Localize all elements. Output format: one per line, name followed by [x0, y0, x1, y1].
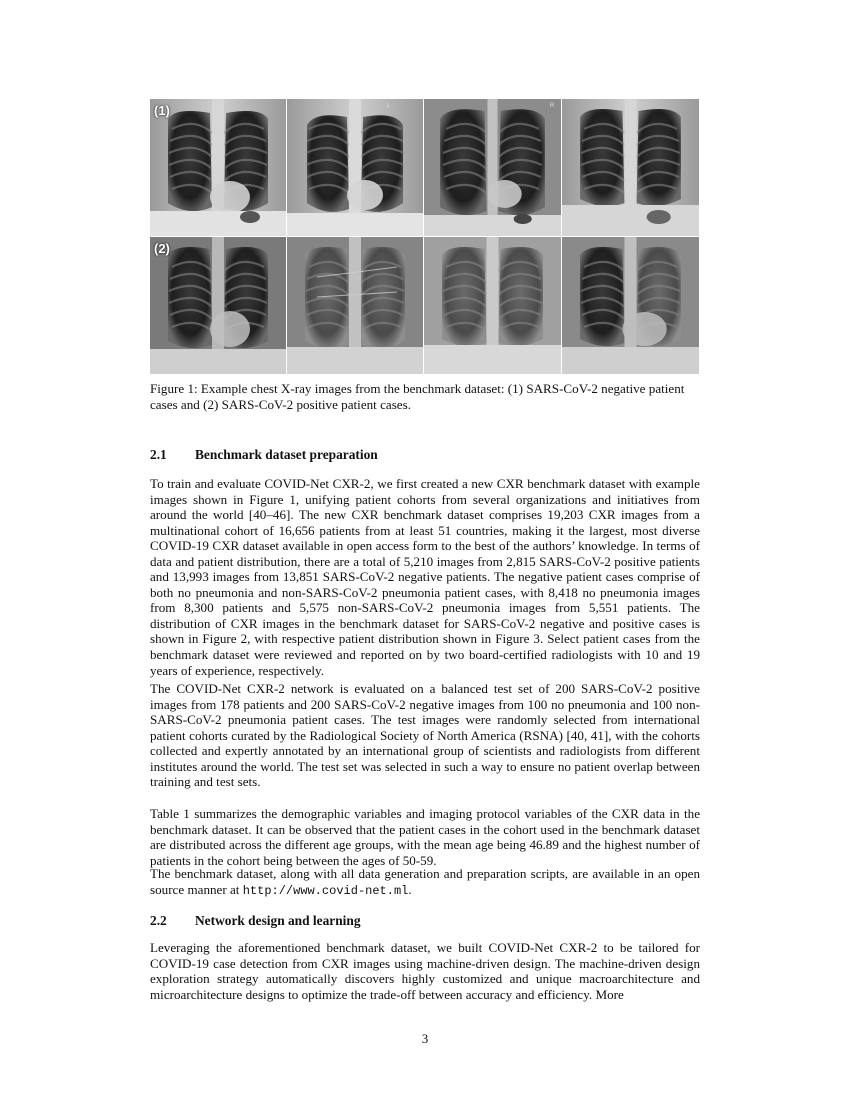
figure-caption: Figure 1: Example chest X-ray images from the benchmark dataset: (1) SARS-CoV-2 negative patient cases and (2) SARS-CoV-2 positive patient cases. [150, 381, 685, 412]
dataset-link[interactable]: http://www.covid-net.ml [242, 883, 409, 898]
paragraph: To train and evaluate COVID-Net CXR-2, we first created a new CXR benchmark dataset with example images shown in Figure 1, unifying patient cohorts from several organizations and initiatives from around the world [40–46]. The new CXR benchmark dataset comprises 19,203 CXR images from a multinational cohort of 16,656 patients from at least 51 countries, making it the largest, most diverse COVID-19 CXR dataset available in open access form to the best of the authors’ knowledge. In terms of data and patient distribution, there are a total of 5,210 images from 2,815 SARS-CoV-2 positive patients and 13,993 images from 13,851 SARS-CoV-2 negative patients. The negative patient cases comprise of both no pneumonia and non-SARS-CoV-2 pneumonia patient cases, with 8,418 no pneumonia images from 8,300 patients and 5,575 non-SARS-CoV-2 pneumonia images from 5,551 patients. The distribution of CXR images in the benchmark dataset for SARS-CoV-2 negative and positive cases is shown in Figure 2, with respective patient distribution shown in Figure 3. Select patient cases from the benchmark dataset were reviewed and reported on by two board-certified radiologists with 10 and 19 years of experience, respectively. [150, 476, 700, 678]
chest-xray-image [287, 99, 423, 236]
chest-xray-image [424, 99, 561, 236]
paragraph-end: . [408, 881, 412, 897]
section-heading [150, 913, 361, 929]
section-number: 2.2 [150, 913, 167, 928]
laterality-marker: L [387, 103, 391, 109]
figure-row-positive [150, 237, 699, 374]
paragraph: Leveraging the aforementioned benchmark dataset, we built COVID-Net CXR-2 to be tailored for COVID-19 case detection from CXR images using machine-driven design. The machine-driven design exploration strategy automatically discovers highly customized and unique macroarchitecture and microarchitecture designs to optimize the trade-off between accuracy and efficiency. More [150, 940, 700, 1002]
page-number: 3 [421, 1031, 429, 1046]
chest-xray-image [562, 237, 699, 374]
row-label-2: (2) [154, 241, 170, 256]
paragraph [150, 866, 700, 899]
section-heading [150, 447, 378, 463]
chest-xray-image [562, 99, 699, 236]
chest-xray-image [150, 237, 286, 374]
section-title: Network design and learning [195, 913, 361, 928]
section-title: Benchmark dataset preparation [195, 447, 378, 462]
section-number: 2.1 [150, 447, 167, 462]
laterality-marker: R [550, 103, 555, 109]
chest-xray-image [150, 99, 286, 236]
paragraph: The COVID-Net CXR-2 network is evaluated on a balanced test set of 200 SARS-CoV-2 positive images from 178 patients and 200 SARS-CoV-2 negative images from 100 no pneumonia and 100 non-SARS-CoV-2 pneumonia patient cases. The test images were randomly selected from international patient cohorts curated by the Radiological Society of North America (RSNA) [40, 41], with the cohorts collected and expertly annotated by an international group of scientists and radiologists from different institutes around the world. The test set was selected in such a way to ensure no patient overlap between training and test sets. [150, 681, 700, 790]
paragraph: Table 1 summarizes the demographic variables and imaging protocol variables of the CXR data in the benchmark dataset. It can be observed that the patient cases in the cohort used in the benchmark dataset are distributed across the different age groups, with the mean age being 46.89 and the highest number of patients in the cohort being between the ages of 50-59. [150, 806, 700, 868]
figure-1 [150, 99, 699, 375]
figure-row-negative [150, 99, 699, 236]
paragraph-text: The benchmark dataset, along with all data generation and preparation scripts, are available in an open source manner at [150, 866, 700, 897]
row-label-1: (1) [154, 103, 170, 118]
chest-xray-image [424, 237, 561, 374]
chest-xray-image [287, 237, 423, 374]
